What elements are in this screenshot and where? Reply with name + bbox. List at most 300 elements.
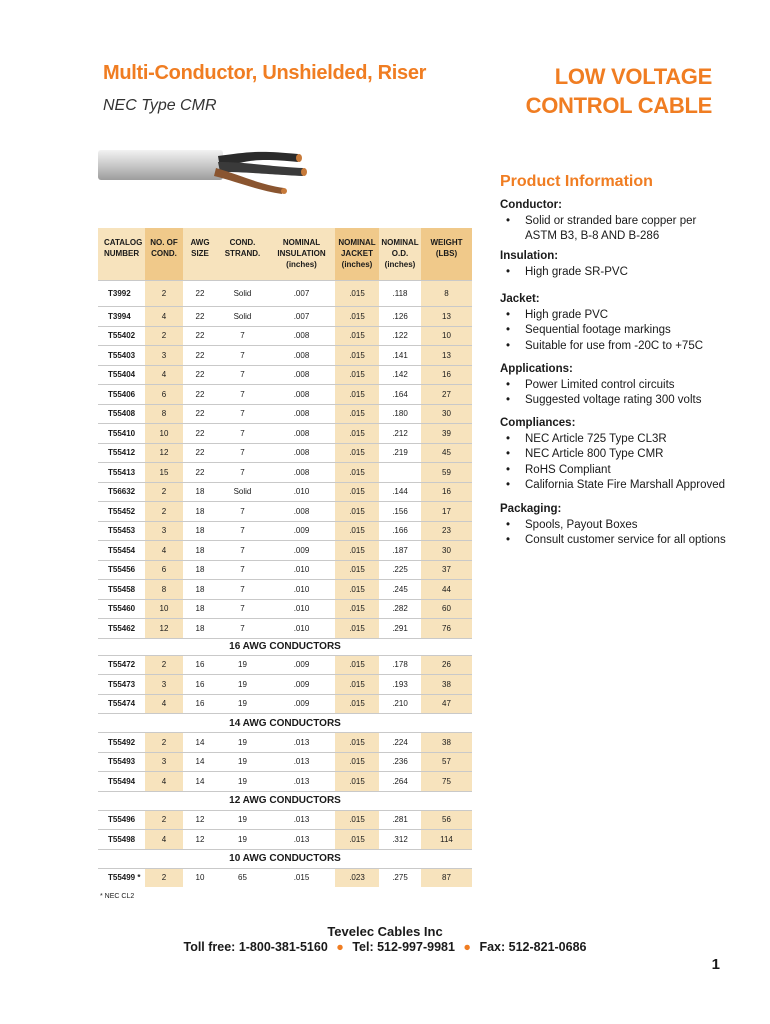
cell-value: .015 (335, 444, 379, 463)
cell-outer-diameter: .312 (392, 834, 408, 844)
cell-catalog-number: T55406 (108, 389, 136, 399)
cell-value: .015 (335, 483, 379, 502)
tel-number: Tel: 512-997-9981 (352, 940, 455, 954)
table-row (98, 423, 472, 443)
cell-weight (421, 444, 472, 463)
cell-value: .015 (335, 733, 379, 752)
cell-value: 44 (421, 580, 472, 599)
cell-conductor-count (145, 675, 183, 694)
cell-strand-count: 65 (238, 873, 247, 883)
cell-conductor-count (145, 830, 183, 849)
column-header-awg-size (183, 228, 217, 280)
cell-jacket (335, 580, 379, 599)
header-title: Multi-Conductor, Unshielded, Riser (103, 62, 427, 84)
table-row (98, 732, 472, 752)
cell-value: .015 (335, 830, 379, 849)
column-header-line: INSULATION (277, 249, 326, 258)
product-info-section (500, 502, 730, 549)
cell-value: .015 (335, 561, 379, 580)
cell-jacket (335, 424, 379, 443)
cell-catalog-number: T55413 (108, 467, 136, 477)
product-category-title (452, 62, 712, 120)
cell-outer-diameter: .224 (392, 737, 408, 747)
column-header-insulation (268, 228, 335, 280)
cell-value: 3 (145, 522, 183, 541)
table-row (98, 868, 472, 888)
cell-insulation: .009 (293, 660, 310, 670)
column-header-line: COND. (229, 238, 256, 247)
section-heading: Conductor: (500, 199, 562, 211)
product-info-title: Product Information (500, 173, 653, 190)
cell-outer-diameter: .282 (392, 604, 408, 614)
cell-conductor-count (145, 619, 183, 638)
cell-value: 23 (421, 522, 472, 541)
section-list-item: • RoHS Compliant (500, 463, 730, 479)
section-list-item: • Spools, Payout Boxes (500, 518, 730, 534)
cell-insulation: .008 (293, 370, 310, 380)
column-header-strand-count (217, 228, 268, 280)
cell-value: 6 (145, 561, 183, 580)
cell-weight (421, 830, 472, 849)
cell-value: .015 (335, 327, 379, 346)
section-heading: Insulation: (500, 250, 559, 262)
section-list-item: • High grade PVC (500, 308, 730, 324)
cell-strand-count: 19 (238, 699, 247, 709)
section-list (500, 265, 730, 281)
section-heading: Packaging: (500, 503, 562, 515)
tollfree-number: Toll free: 1-800-381-5160 (183, 940, 328, 954)
cell-awg-size: 18 (195, 545, 205, 555)
cell-weight (421, 522, 472, 541)
column-header-line: NUMBER (104, 249, 140, 258)
cell-catalog-number: T55408 (108, 409, 136, 419)
cell-weight (421, 753, 472, 772)
cell-awg-size: 14 (195, 737, 205, 747)
section-heading: Applications: (500, 363, 573, 375)
cell-strand-count: Solid (233, 289, 252, 298)
cell-strand-count: 7 (240, 584, 245, 594)
cell-insulation: .013 (293, 776, 310, 786)
table-row (98, 810, 472, 830)
cell-insulation: .013 (293, 834, 310, 844)
cell-insulation: .013 (293, 815, 310, 825)
cell-insulation: .007 (293, 311, 310, 321)
cell-strand-count: 7 (240, 623, 245, 633)
cell-strand-count: 7 (240, 506, 245, 516)
cell-value: 4 (145, 366, 183, 385)
section-list (500, 214, 730, 245)
cell-insulation: .008 (293, 331, 310, 341)
cell-jacket (335, 772, 379, 791)
section-list-item: • High grade SR-PVC (500, 265, 730, 281)
cell-conductor-count (145, 869, 183, 888)
cell-value: .015 (335, 463, 379, 482)
cell-conductor-count (145, 424, 183, 443)
cell-value: 2 (145, 811, 183, 830)
column-header-line: CATALOG (104, 238, 143, 247)
cell-value: 4 (145, 695, 183, 714)
column-header-catalog-number (98, 228, 145, 280)
cell-catalog-number: T55494 (108, 776, 136, 786)
cell-outer-diameter: .178 (392, 660, 408, 670)
catalog-table (98, 228, 472, 887)
table-row (98, 674, 472, 694)
cell-value: 37 (421, 561, 472, 580)
cell-awg-size: 18 (195, 623, 205, 633)
section-list (500, 308, 730, 355)
cell-awg-size: 18 (195, 526, 205, 536)
section-list-item: • Consult customer service for all options (500, 533, 730, 549)
cell-value: 16 (421, 366, 472, 385)
cell-value: 4 (145, 307, 183, 326)
cell-jacket (335, 695, 379, 714)
cell-conductor-count (145, 346, 183, 365)
page-number: 1 (711, 956, 720, 973)
product-info-section (500, 198, 730, 245)
cell-value: 2 (145, 327, 183, 346)
cell-catalog-number: T3992 (108, 289, 131, 298)
cell-value: 56 (421, 811, 472, 830)
cell-strand-count: 7 (240, 409, 245, 419)
cell-value: 4 (145, 541, 183, 560)
cell-insulation: .010 (293, 565, 310, 575)
separator-dot: ● (336, 940, 344, 954)
cell-value: 60 (421, 600, 472, 619)
cell-weight (421, 869, 472, 888)
column-header-line: STRAND. (224, 249, 261, 258)
column-header-line: (inches) (341, 260, 373, 269)
cell-catalog-number: T55456 (108, 565, 136, 575)
table-row (98, 771, 472, 791)
cell-value: 30 (421, 405, 472, 424)
cell-strand-count: 7 (240, 545, 245, 555)
table-row (98, 501, 472, 521)
cable-image (98, 148, 318, 194)
section-list-item: • NEC Article 725 Type CL3R (500, 432, 730, 448)
cell-jacket (335, 561, 379, 580)
cell-outer-diameter: .236 (392, 757, 408, 767)
cell-value: .015 (335, 405, 379, 424)
cell-awg-size: 12 (195, 815, 205, 825)
cell-outer-diameter: .144 (392, 487, 408, 497)
column-header-line: NOMINAL (381, 238, 419, 247)
cell-value: 87 (421, 869, 472, 888)
table-row (98, 443, 472, 463)
cell-value: 76 (421, 619, 472, 638)
cell-catalog-number: T55499 * (108, 873, 141, 883)
cell-catalog-number: T55492 (108, 737, 136, 747)
cell-value: .015 (335, 541, 379, 560)
cell-outer-diameter: .142 (392, 370, 408, 380)
table-row (98, 280, 472, 306)
cell-catalog-number: T55493 (108, 757, 136, 767)
cell-weight (421, 405, 472, 424)
cell-strand-count: Solid (233, 311, 252, 321)
cell-value: .015 (335, 811, 379, 830)
cell-conductor-count (145, 561, 183, 580)
cell-catalog-number: T55496 (108, 815, 136, 825)
contact-line (0, 940, 770, 954)
cell-awg-size: 22 (195, 331, 205, 341)
product-info-section (500, 249, 730, 280)
column-header-line: (LBS) (435, 249, 458, 258)
section-heading: Jacket: (500, 293, 540, 305)
cell-value: 38 (421, 675, 472, 694)
cell-value: 16 (421, 483, 472, 502)
column-header-line: (inches) (384, 260, 416, 269)
cell-jacket (335, 869, 379, 888)
cell-insulation: .009 (293, 699, 310, 709)
cell-outer-diameter: .225 (392, 565, 408, 575)
cell-awg-size: 22 (195, 311, 205, 321)
cell-value: .015 (335, 366, 379, 385)
cell-strand-count: 7 (240, 565, 245, 575)
cell-insulation: .008 (293, 467, 310, 477)
table-row (98, 462, 472, 482)
cell-insulation: .009 (293, 545, 310, 555)
cell-outer-diameter: .166 (392, 526, 408, 536)
cell-value: .015 (335, 580, 379, 599)
cell-insulation: .008 (293, 409, 310, 419)
cell-value: 6 (145, 385, 183, 404)
fax-number: Fax: 512-821-0686 (479, 940, 587, 954)
cell-conductor-count (145, 327, 183, 346)
cell-outer-diameter: .156 (392, 506, 408, 516)
cell-weight (421, 561, 472, 580)
table-row (98, 365, 472, 385)
cell-value: 3 (145, 753, 183, 772)
cell-value: 12 (145, 444, 183, 463)
table-row (98, 599, 472, 619)
cell-catalog-number: T55452 (108, 506, 136, 516)
cell-jacket (335, 830, 379, 849)
column-header-line: WEIGHT (430, 238, 463, 247)
cell-outer-diameter: .180 (392, 409, 408, 419)
cell-outer-diameter: .141 (392, 350, 408, 360)
cell-value: .015 (335, 656, 379, 675)
cell-catalog-number: T55472 (108, 660, 136, 670)
cell-outer-diameter: .264 (392, 776, 408, 786)
cell-value: 47 (421, 695, 472, 714)
cell-catalog-number: T55453 (108, 526, 136, 536)
cell-strand-count: 19 (238, 660, 247, 670)
cell-jacket (335, 444, 379, 463)
cell-jacket (335, 346, 379, 365)
cell-conductor-count (145, 600, 183, 619)
cell-catalog-number: T55473 (108, 679, 136, 689)
section-list-item: • Suitable for use from -20C to +75C (500, 339, 730, 355)
cell-catalog-number: T55454 (108, 545, 136, 555)
cell-insulation: .010 (293, 487, 310, 497)
cell-value: .015 (335, 346, 379, 365)
cell-awg-size: 18 (195, 487, 205, 497)
cell-awg-size: 22 (195, 350, 205, 360)
cell-value: 10 (145, 600, 183, 619)
table-row (98, 829, 472, 849)
cell-value: 45 (421, 444, 472, 463)
cell-value: .015 (335, 385, 379, 404)
cell-insulation: .009 (293, 526, 310, 536)
cell-value: 2 (145, 656, 183, 675)
cell-awg-size: 22 (195, 448, 205, 458)
cell-insulation: .010 (293, 623, 310, 633)
cell-jacket (335, 405, 379, 424)
cell-weight (421, 619, 472, 638)
cell-catalog-number: T55412 (108, 448, 136, 458)
cell-awg-size: 18 (195, 565, 205, 575)
cell-value: 8 (145, 580, 183, 599)
section-list (500, 378, 730, 409)
cell-outer-diameter: .275 (392, 873, 408, 883)
column-header-line: NOMINAL (338, 238, 376, 247)
cell-value: 8 (145, 405, 183, 424)
cell-jacket (335, 327, 379, 346)
cell-jacket (335, 753, 379, 772)
cell-conductor-count (145, 307, 183, 326)
cell-strand-count: 7 (240, 350, 245, 360)
cell-weight (421, 811, 472, 830)
cell-catalog-number: T55460 (108, 604, 136, 614)
cell-weight (421, 695, 472, 714)
cell-conductor-count (145, 753, 183, 772)
cell-value: .015 (335, 772, 379, 791)
footnote: * NEC CL2 (100, 893, 135, 900)
cell-value: 13 (421, 346, 472, 365)
cell-weight (421, 307, 472, 326)
cell-jacket (335, 385, 379, 404)
cell-outer-diameter: .193 (392, 679, 408, 689)
table-row (98, 345, 472, 365)
cell-value: 26 (421, 656, 472, 675)
cell-insulation: .008 (293, 428, 310, 438)
cell-jacket (335, 811, 379, 830)
cell-strand-count: Solid (233, 487, 252, 497)
table-row (98, 752, 472, 772)
table-body (98, 280, 472, 887)
section-heading-row: 10 AWG CONDUCTORS (98, 849, 472, 868)
cell-jacket (335, 502, 379, 521)
table-row (98, 694, 472, 714)
cell-awg-size: 18 (195, 584, 205, 594)
cell-awg-size: 22 (195, 467, 205, 477)
cell-value: 2 (145, 281, 183, 306)
section-list (500, 518, 730, 549)
section-heading-row: 16 AWG CONDUCTORS (98, 638, 472, 655)
cell-weight (421, 580, 472, 599)
column-header-line: NOMINAL (282, 238, 321, 247)
cell-value: 8 (421, 281, 472, 306)
cell-value: 10 (421, 327, 472, 346)
cell-outer-diameter: .219 (392, 448, 408, 458)
cell-awg-size: 16 (195, 699, 205, 709)
cell-value: 2 (145, 869, 183, 888)
cell-awg-size: 16 (195, 679, 205, 689)
cell-conductor-count (145, 463, 183, 482)
cell-insulation: .013 (293, 757, 310, 767)
section-list-item: • California State Fire Marshall Approved (500, 478, 730, 494)
section-heading-row: 12 AWG CONDUCTORS (98, 791, 472, 810)
cell-strand-count: 7 (240, 526, 245, 536)
cell-insulation: .009 (293, 679, 310, 689)
cell-insulation: .008 (293, 389, 310, 399)
cell-insulation: .008 (293, 350, 310, 360)
cell-weight (421, 463, 472, 482)
cell-jacket (335, 483, 379, 502)
section-heading-row: 14 AWG CONDUCTORS (98, 713, 472, 732)
cell-value: 38 (421, 733, 472, 752)
cell-outer-diameter: .212 (392, 428, 408, 438)
cell-conductor-count (145, 811, 183, 830)
cell-awg-size: 14 (195, 757, 205, 767)
cell-conductor-count (145, 772, 183, 791)
cell-value: .015 (335, 675, 379, 694)
cell-value: .015 (335, 695, 379, 714)
cell-weight (421, 541, 472, 560)
header-subtitle: NEC Type CMR (103, 97, 217, 114)
cell-conductor-count (145, 444, 183, 463)
cell-value: .015 (335, 753, 379, 772)
table-row (98, 579, 472, 599)
section-list (500, 432, 730, 494)
cell-weight (421, 675, 472, 694)
cell-strand-count: 7 (240, 448, 245, 458)
cell-value: .015 (335, 307, 379, 326)
cell-catalog-number: T3994 (108, 311, 131, 321)
cell-outer-diameter: .291 (392, 623, 408, 633)
cell-value: 12 (145, 619, 183, 638)
cell-jacket (335, 733, 379, 752)
cell-strand-count: 7 (240, 331, 245, 341)
table-row (98, 521, 472, 541)
cell-weight (421, 502, 472, 521)
cell-awg-size: 18 (195, 506, 205, 516)
table-row (98, 326, 472, 346)
cell-awg-size: 18 (195, 604, 205, 614)
cell-strand-count: 19 (238, 757, 247, 767)
cell-value: .015 (335, 424, 379, 443)
cell-value: 13 (421, 307, 472, 326)
cell-value: 15 (145, 463, 183, 482)
cell-outer-diameter: .164 (392, 389, 408, 399)
table-row (98, 482, 472, 502)
column-header-line: (inches) (286, 260, 317, 269)
section-list-item: • Suggested voltage rating 300 volts (500, 393, 730, 409)
cell-value: 57 (421, 753, 472, 772)
column-header-weight (421, 228, 472, 280)
column-header-outer-diameter (379, 228, 421, 280)
cell-value: 39 (421, 424, 472, 443)
company-name: Tevelec Cables Inc (327, 924, 443, 939)
cell-outer-diameter: .187 (392, 545, 408, 555)
cell-value: .015 (335, 502, 379, 521)
cell-conductor-count (145, 522, 183, 541)
cell-conductor-count (145, 695, 183, 714)
cell-strand-count: 19 (238, 815, 247, 825)
cell-jacket (335, 281, 379, 306)
column-header-line: NO. OF (150, 238, 178, 247)
column-header-line: SIZE (191, 249, 209, 258)
cell-strand-count: 7 (240, 467, 245, 477)
product-info-section (500, 292, 730, 354)
cell-weight (421, 327, 472, 346)
cell-catalog-number: T55498 (108, 834, 136, 844)
cell-insulation: .007 (293, 289, 310, 298)
cell-value: 27 (421, 385, 472, 404)
product-category-line2: CONTROL CABLE (525, 93, 712, 118)
cell-value: 4 (145, 772, 183, 791)
section-heading: Compliances: (500, 417, 576, 429)
cell-jacket (335, 463, 379, 482)
